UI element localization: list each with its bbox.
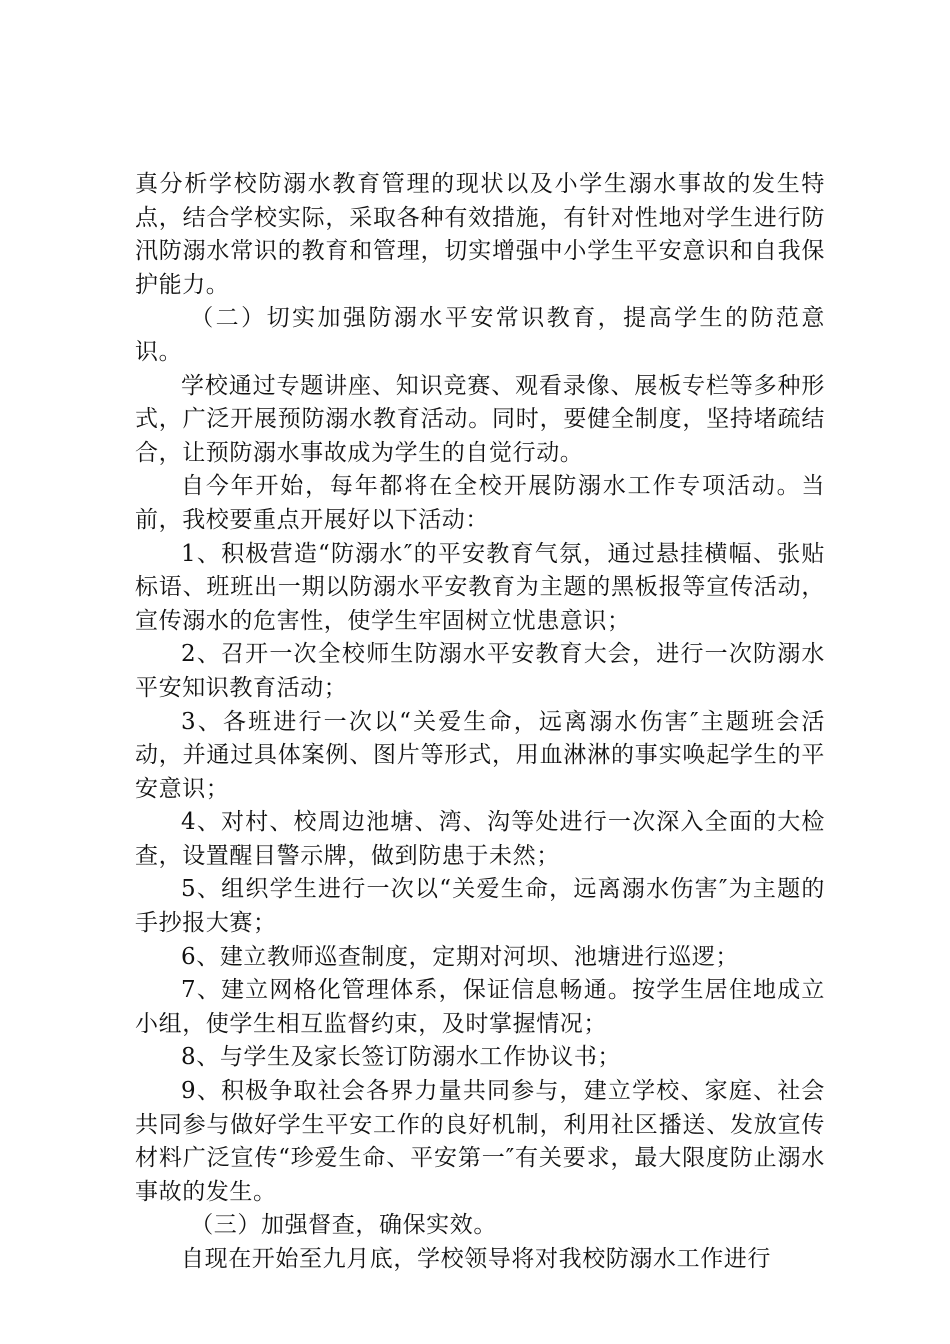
section-heading-2: （二）切实加强防溺水平安常识教育，提高学生的防范意识。: [135, 305, 825, 365]
document-page: [135, 168, 825, 1277]
paragraph-supervision: 自现在开始至九月底，学校领导将对我校防溺水工作进行: [181, 1246, 771, 1272]
list-item-3: 3、各班进行一次以“关爱生命，远离溺水伤害″主题班会活动，并通过具体案例、图片等形式，用血淋淋的事实唤起学生的平安意识；: [135, 708, 825, 802]
paragraph-activities-intro: 自今年开始，每年都将在全校开展防溺水工作专项活动。当前，我校要重点开展好以下活动：: [135, 473, 825, 533]
list-item-8: 8、与学生及家长签订防溺水工作协议书；: [181, 1044, 622, 1071]
section-heading-3: （三）加强督查，确保实效。: [190, 1212, 497, 1239]
list-item-1: 1、积极营造“防溺水″的平安教育气氛，通过悬挂横幅、张贴标语、班班出一期以防溺水平安教育为主题的黑板报等宣传活动，宣传溺水的危害性，使学生牢固树立忧患意识；: [135, 540, 825, 634]
paragraph-continuation: 真分析学校防溺水教育管理的现状以及小学生溺水事故的发生特点，结合学校实际，采取各种有效措施，有针对性地对学生进行防汛防溺水常识的教育和管理，切实增强中小学生平安意识和自我保护能力。: [135, 171, 825, 298]
paragraph-methods: 学校通过专题讲座、知识竞赛、观看录像、展板专栏等多种形式，广泛开展预防溺水教育活动。同时，要健全制度，坚持堵疏结合，让预防溺水事故成为学生的自觉行动。: [135, 372, 825, 466]
list-item-9: 9、积极争取社会各界力量共同参与，建立学校、家庭、社会共同参与做好学生平安工作的良好机制，利用社区播送、发放宣传材料广泛宣传“珍爱生命、平安第一″有关要求，最大限度防止溺水事故的发生。: [135, 1078, 825, 1205]
list-item-2: 2、召开一次全校师生防溺水平安教育大会，进行一次防溺水平安知识教育活动；: [135, 641, 825, 701]
list-item-5: 5、组织学生进行一次以“关爱生命，远离溺水伤害″为主题的手抄报大赛；: [135, 876, 825, 937]
list-item-7: 7、建立网格化管理体系，保证信息畅通。按学生居住地成立小组，使学生相互监督约束，及时掌握情况；: [135, 977, 825, 1037]
list-item-6: 6、建立教师巡查制度，定期对河坝、池塘进行巡逻；: [181, 943, 740, 970]
list-item-4: 4、对村、校周边池塘、湾、沟等处进行一次深入全面的大检查，设置醒目警示牌，做到防患于未然；: [135, 809, 825, 869]
